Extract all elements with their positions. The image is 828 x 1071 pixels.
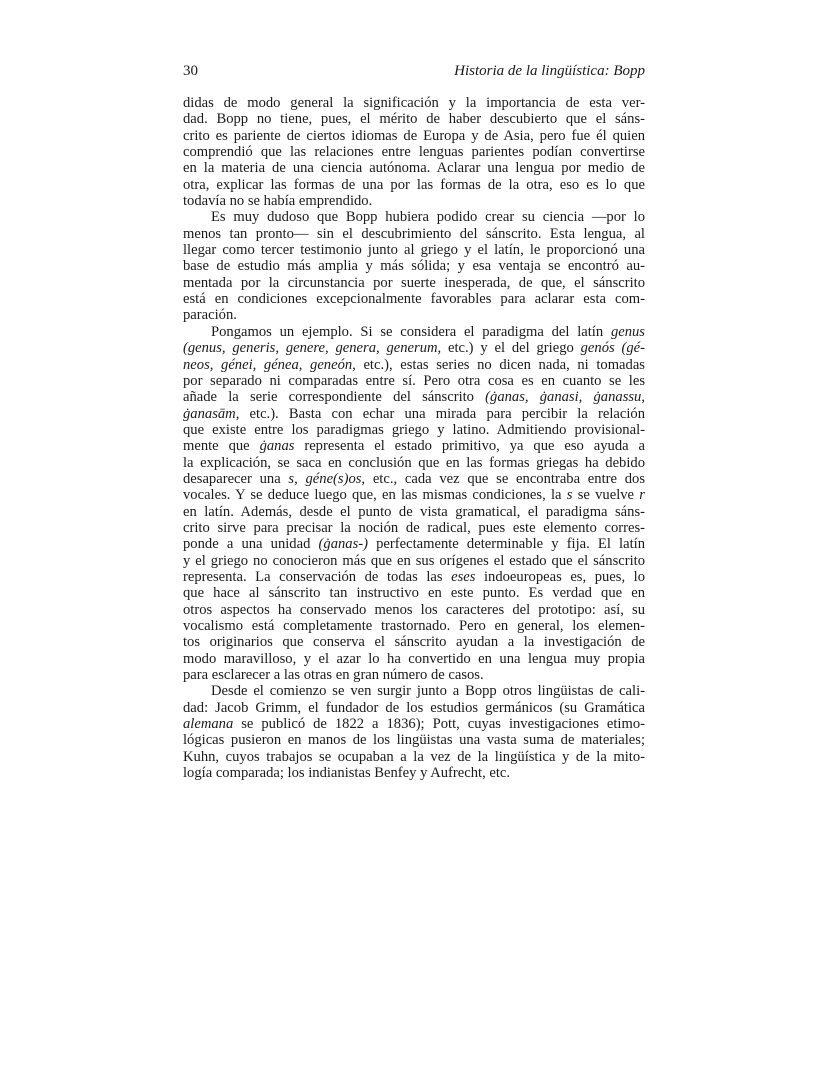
- text-run: lógicas pusieron en manos de los lingüistas una vasta suma de materiales;: [183, 732, 645, 749]
- text-run: dad. Bopp no tiene, pues, el mérito de haber descubierto que el sáns-: [183, 111, 645, 128]
- text-line: [183, 406, 645, 422]
- text-line: [183, 700, 645, 716]
- page-number: 30: [183, 63, 198, 79]
- italic-text: (ġanas-): [318, 536, 368, 553]
- text-run: todavía no se había emprendido.: [183, 193, 373, 210]
- text-run: está en condiciones excepcionalmente favorables para aclarar esta com-: [183, 291, 645, 308]
- italic-text: eses: [451, 568, 476, 585]
- italic-text: (genus, generis, genere, genera, generum,: [183, 340, 442, 357]
- text-line: [183, 634, 645, 650]
- text-run: base de estudio más amplia y más sólida; y esa ventaja se encontró au-: [183, 258, 645, 275]
- text-line: [183, 602, 645, 618]
- text-run: dad: Jacob Grimm, el fundador de los estudios germánicos (su Gramática: [183, 699, 645, 716]
- text-run: mente que: [183, 438, 260, 455]
- text-run: vocales. Y se deduce luego que, en las mismas condiciones, la: [183, 487, 567, 504]
- text-run: desaparecer una: [183, 470, 289, 487]
- text-line: [183, 242, 645, 258]
- text-line: [183, 455, 645, 471]
- text-run: llegar como tercer testimonio junto al griego y el latín, le proporcionó una: [183, 242, 645, 259]
- text-run: indoeuropeas es, pues, lo: [475, 568, 645, 585]
- body-text: [183, 95, 645, 781]
- italic-text: genus: [610, 323, 645, 340]
- text-line: [183, 275, 645, 291]
- text-line: [183, 324, 645, 340]
- text-run: paración.: [183, 307, 237, 324]
- text-line: [183, 585, 645, 601]
- running-header: [183, 60, 645, 82]
- text-line: [183, 291, 645, 307]
- italic-text: s, géne(s)os,: [288, 470, 366, 487]
- italic-text: ġanas: [259, 438, 295, 455]
- text-line: [183, 226, 645, 242]
- text-line: [183, 307, 645, 323]
- text-line: [183, 144, 645, 160]
- text-line: [183, 569, 645, 585]
- text-line: [183, 373, 645, 389]
- text-line: [183, 553, 645, 569]
- italic-text: alemana: [183, 716, 234, 733]
- text-run: etc.). Basta con echar una mirada para percibir la relación: [239, 405, 645, 422]
- text-run: en latín. Además, desde el punto de vista gramatical, el paradigma sáns-: [183, 503, 645, 520]
- paragraph: [183, 324, 645, 684]
- text-line: [183, 651, 645, 667]
- text-run: que hace al sánscrito tan instructivo en este punto. Es verdad que en: [183, 585, 645, 602]
- text-line: [183, 438, 645, 454]
- running-title: Historia de la lingüística: Bopp: [454, 63, 645, 79]
- text-line: [183, 504, 645, 520]
- text-line: [183, 193, 645, 209]
- paragraph: [183, 209, 645, 323]
- text-run: menos tan pronto— sin el descubrimiento del sánscrito. Esta lengua, al: [183, 225, 645, 242]
- text-run: etc.), estas series no dicen nada, ni tomadas: [355, 356, 645, 373]
- text-line: [183, 732, 645, 748]
- text-line: [183, 128, 645, 144]
- text-line: [183, 749, 645, 765]
- text-line: [183, 536, 645, 552]
- text-run: y el griego no conocieron más que en sus orígenes el estado que el sánscrito: [183, 552, 645, 569]
- paragraph: [183, 683, 645, 781]
- text-run: comprendió que las relaciones entre lenguas parientes podían convertirse: [183, 144, 645, 161]
- text-run: en la materia de una ciencia autónoma. Aclarar una lengua por medio de: [183, 160, 645, 177]
- text-run: Desde el comienzo se ven surgir junto a Bopp otros lingüistas de cali-: [211, 683, 645, 700]
- text-run: se publicó de 1822 a 1836); Pott, cuyas investigaciones etimo-: [233, 716, 645, 733]
- italic-text: r: [639, 487, 645, 504]
- text-line: [183, 258, 645, 274]
- text-run: representa el estado primitivo, ya que eso ayuda a: [294, 438, 646, 455]
- paragraph: [183, 95, 645, 209]
- text-run: que existe entre los paradigmas griego y latino. Admitiendo provisional-: [183, 421, 645, 438]
- text-run: añade la serie correspondiente del sánscrito: [183, 389, 486, 406]
- text-run: crito sirve para precisar la noción de radical, pues este elemento corres-: [183, 519, 645, 536]
- italic-text: s: [566, 487, 573, 504]
- text-line: [183, 160, 645, 176]
- italic-text: ġanasām,: [183, 405, 240, 422]
- italic-text: (ġanas, ġanasi, ġanassu,: [485, 389, 645, 406]
- text-run: modo maravilloso, y el azar lo ha convertido en una lengua muy propia: [183, 650, 645, 667]
- text-run: perfectamente determinable y fija. El latín: [367, 536, 645, 553]
- text-line: [183, 667, 645, 683]
- text-line: [183, 357, 645, 373]
- text-run: otra, explicar las formas de una por las formas de la otra, eso es lo que: [183, 176, 645, 193]
- text-run: Kuhn, cuyos trabajos se ocupaban a la vez de la lingüística y de la mito-: [183, 748, 645, 765]
- text-line: [183, 389, 645, 405]
- text-run: otros aspectos ha conservado menos los caracteres del prototipo: así, su: [183, 601, 645, 618]
- text-line: [183, 487, 645, 503]
- text-line: [183, 177, 645, 193]
- text-run: vocalismo está completamente trastornado. Pero en general, los elemen-: [183, 618, 645, 634]
- text-run: representa. La conservación de todas las: [183, 568, 452, 585]
- text-line: [183, 111, 645, 127]
- text-run: etc., cada vez que se encontraba entre dos: [365, 470, 645, 487]
- text-run: didas de modo general la significación y la importancia de esta ver-: [183, 95, 645, 111]
- text-run: la explicación, se saca en conclusión que en las formas griegas ha debido: [183, 454, 645, 471]
- text-line: [183, 422, 645, 438]
- text-line: [183, 716, 645, 732]
- text-run: tos originarios que conserva el sánscrito ayudan a la investigación de: [183, 634, 645, 651]
- text-run: crito es pariente de ciertos idiomas de Europa y de Asia, pero fue él quien: [183, 127, 645, 144]
- text-run: por separado ni comparadas entre sí. Pero otra cosa es en cuanto se les: [183, 372, 645, 389]
- text-line: [183, 209, 645, 225]
- text-run: mentada por la circunstancia por suerte inesperada, de que, el sánscrito: [183, 274, 645, 291]
- text-line: [183, 618, 645, 634]
- text-run: Es muy dudoso que Bopp hubiera podido crear su ciencia —por lo: [211, 209, 645, 226]
- text-run: etc.) y el del griego: [441, 340, 581, 357]
- text-run: se vuelve: [572, 487, 640, 504]
- text-run: logía comparada; los indianistas Benfey y Aufrecht, etc.: [183, 765, 511, 782]
- text-run: Pongamos un ejemplo. Si se considera el paradigma del latín: [211, 323, 611, 340]
- text-run: para esclarecer a las otras en gran número de casos.: [183, 667, 484, 684]
- text-line: [183, 765, 645, 781]
- text-line: [183, 471, 645, 487]
- italic-text: neos, génei, génea, geneón,: [183, 356, 356, 373]
- text-line: [183, 520, 645, 536]
- text-line: [183, 340, 645, 356]
- text-line: [183, 95, 645, 111]
- text-run: ponde a una unidad: [183, 536, 319, 553]
- text-line: [183, 683, 645, 699]
- italic-text: genós (gé-: [580, 340, 645, 357]
- book-page: [183, 60, 645, 781]
